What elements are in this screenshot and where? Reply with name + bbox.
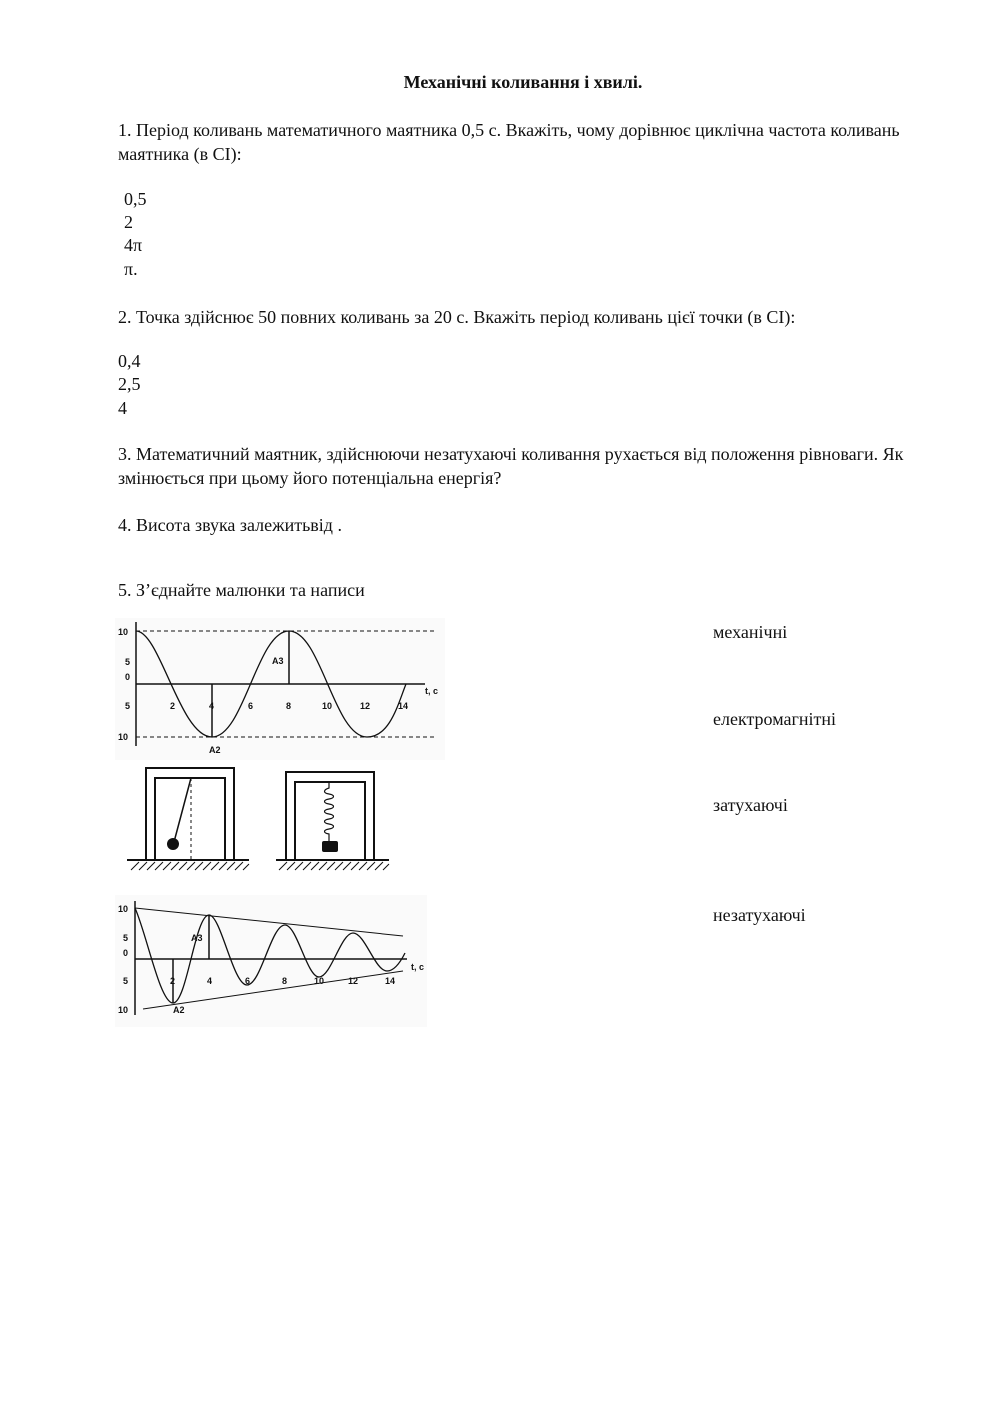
label-a3: A3 (272, 656, 284, 666)
match-label-undamped[interactable]: незатухаючі (713, 905, 806, 925)
question-1: 1. Період коливань математичного маятника 0,5 с. Вкажіть, чому дорівнює циклічна частота коливань маятника (в СІ): (118, 120, 900, 164)
question-4: 4. Висота звука залежитьвід . (118, 515, 342, 535)
x-tick-label: 10 (314, 976, 325, 986)
y-tick-label: 10 (118, 1005, 129, 1015)
damped-oscillation-graph[interactable] (115, 895, 427, 1027)
q2-option-2[interactable]: 2,5 (118, 374, 141, 394)
x-tick-label: 12 (348, 976, 359, 986)
spring-diagram (276, 772, 389, 870)
x-axis-label: t, c (425, 686, 439, 696)
pendulum-bob (167, 838, 179, 850)
q1-option-2[interactable]: 2 (124, 212, 133, 232)
question-3: 3. Математичний маятник, здійснюючи незатухаючі коливання рухається від положення рівноваги. Як змінюється при цьому його потенціальна енергія? (118, 444, 904, 488)
question-5: 5. З’єднайте малюнки та написи (118, 580, 365, 600)
spring (325, 782, 334, 841)
x-tick-label: 4 (209, 701, 215, 711)
x-tick-label: 14 (398, 701, 409, 711)
label-a3: A3 (191, 933, 203, 943)
q2-option-3[interactable]: 4 (118, 398, 127, 418)
ground-hatching (131, 862, 249, 870)
x-tick-label: 4 (207, 976, 213, 986)
y-tick-label: 10 (118, 732, 129, 742)
x-tick-label: 6 (248, 701, 254, 711)
x-tick-label: 12 (360, 701, 371, 711)
q1-option-3[interactable]: 4π (124, 235, 143, 255)
label-a2: A2 (209, 745, 221, 755)
y-tick-label: 5 (123, 933, 129, 943)
spring-weight (322, 841, 338, 852)
page-title: Механічні коливання і хвилі. (403, 72, 643, 92)
match-label-electromagnetic[interactable]: електромагнітні (713, 709, 836, 729)
graph-background (115, 618, 445, 760)
match-label-damped[interactable]: затухаючі (713, 795, 788, 815)
match-label-mechanical[interactable]: механічні (713, 622, 788, 642)
x-tick-label: 8 (286, 701, 292, 711)
x-axis-label: t, c (411, 962, 425, 972)
pendulum-string (174, 778, 191, 842)
x-tick-label: 14 (385, 976, 396, 986)
x-tick-label: 10 (322, 701, 333, 711)
y-tick-label: 5 (123, 976, 129, 986)
question-2: 2. Точка здійснює 50 повних коливань за 20 с. Вкажіть період коливань цієї точки (в СІ): (118, 307, 796, 327)
pendulum-and-spring-illustration[interactable] (125, 766, 395, 878)
y-tick-label: 0 (125, 672, 131, 682)
ground-hatching (279, 862, 389, 870)
y-tick-label: 5 (125, 701, 131, 711)
q1-option-4[interactable]: π. (124, 259, 138, 279)
undamped-oscillation-graph[interactable] (115, 618, 445, 760)
x-tick-label: 2 (170, 976, 176, 986)
pendulum-diagram (127, 768, 249, 870)
q2-option-1[interactable]: 0,4 (118, 351, 141, 371)
x-tick-label: 8 (282, 976, 288, 986)
label-a2: A2 (173, 1005, 185, 1015)
y-tick-label: 10 (118, 904, 129, 914)
y-tick-label: 5 (125, 657, 131, 667)
x-tick-label: 2 (170, 701, 176, 711)
x-tick-label: 6 (245, 976, 251, 986)
y-tick-label: 10 (118, 627, 129, 637)
q1-option-1[interactable]: 0,5 (124, 189, 147, 209)
graph-background (115, 895, 427, 1027)
y-tick-label: 0 (123, 948, 129, 958)
